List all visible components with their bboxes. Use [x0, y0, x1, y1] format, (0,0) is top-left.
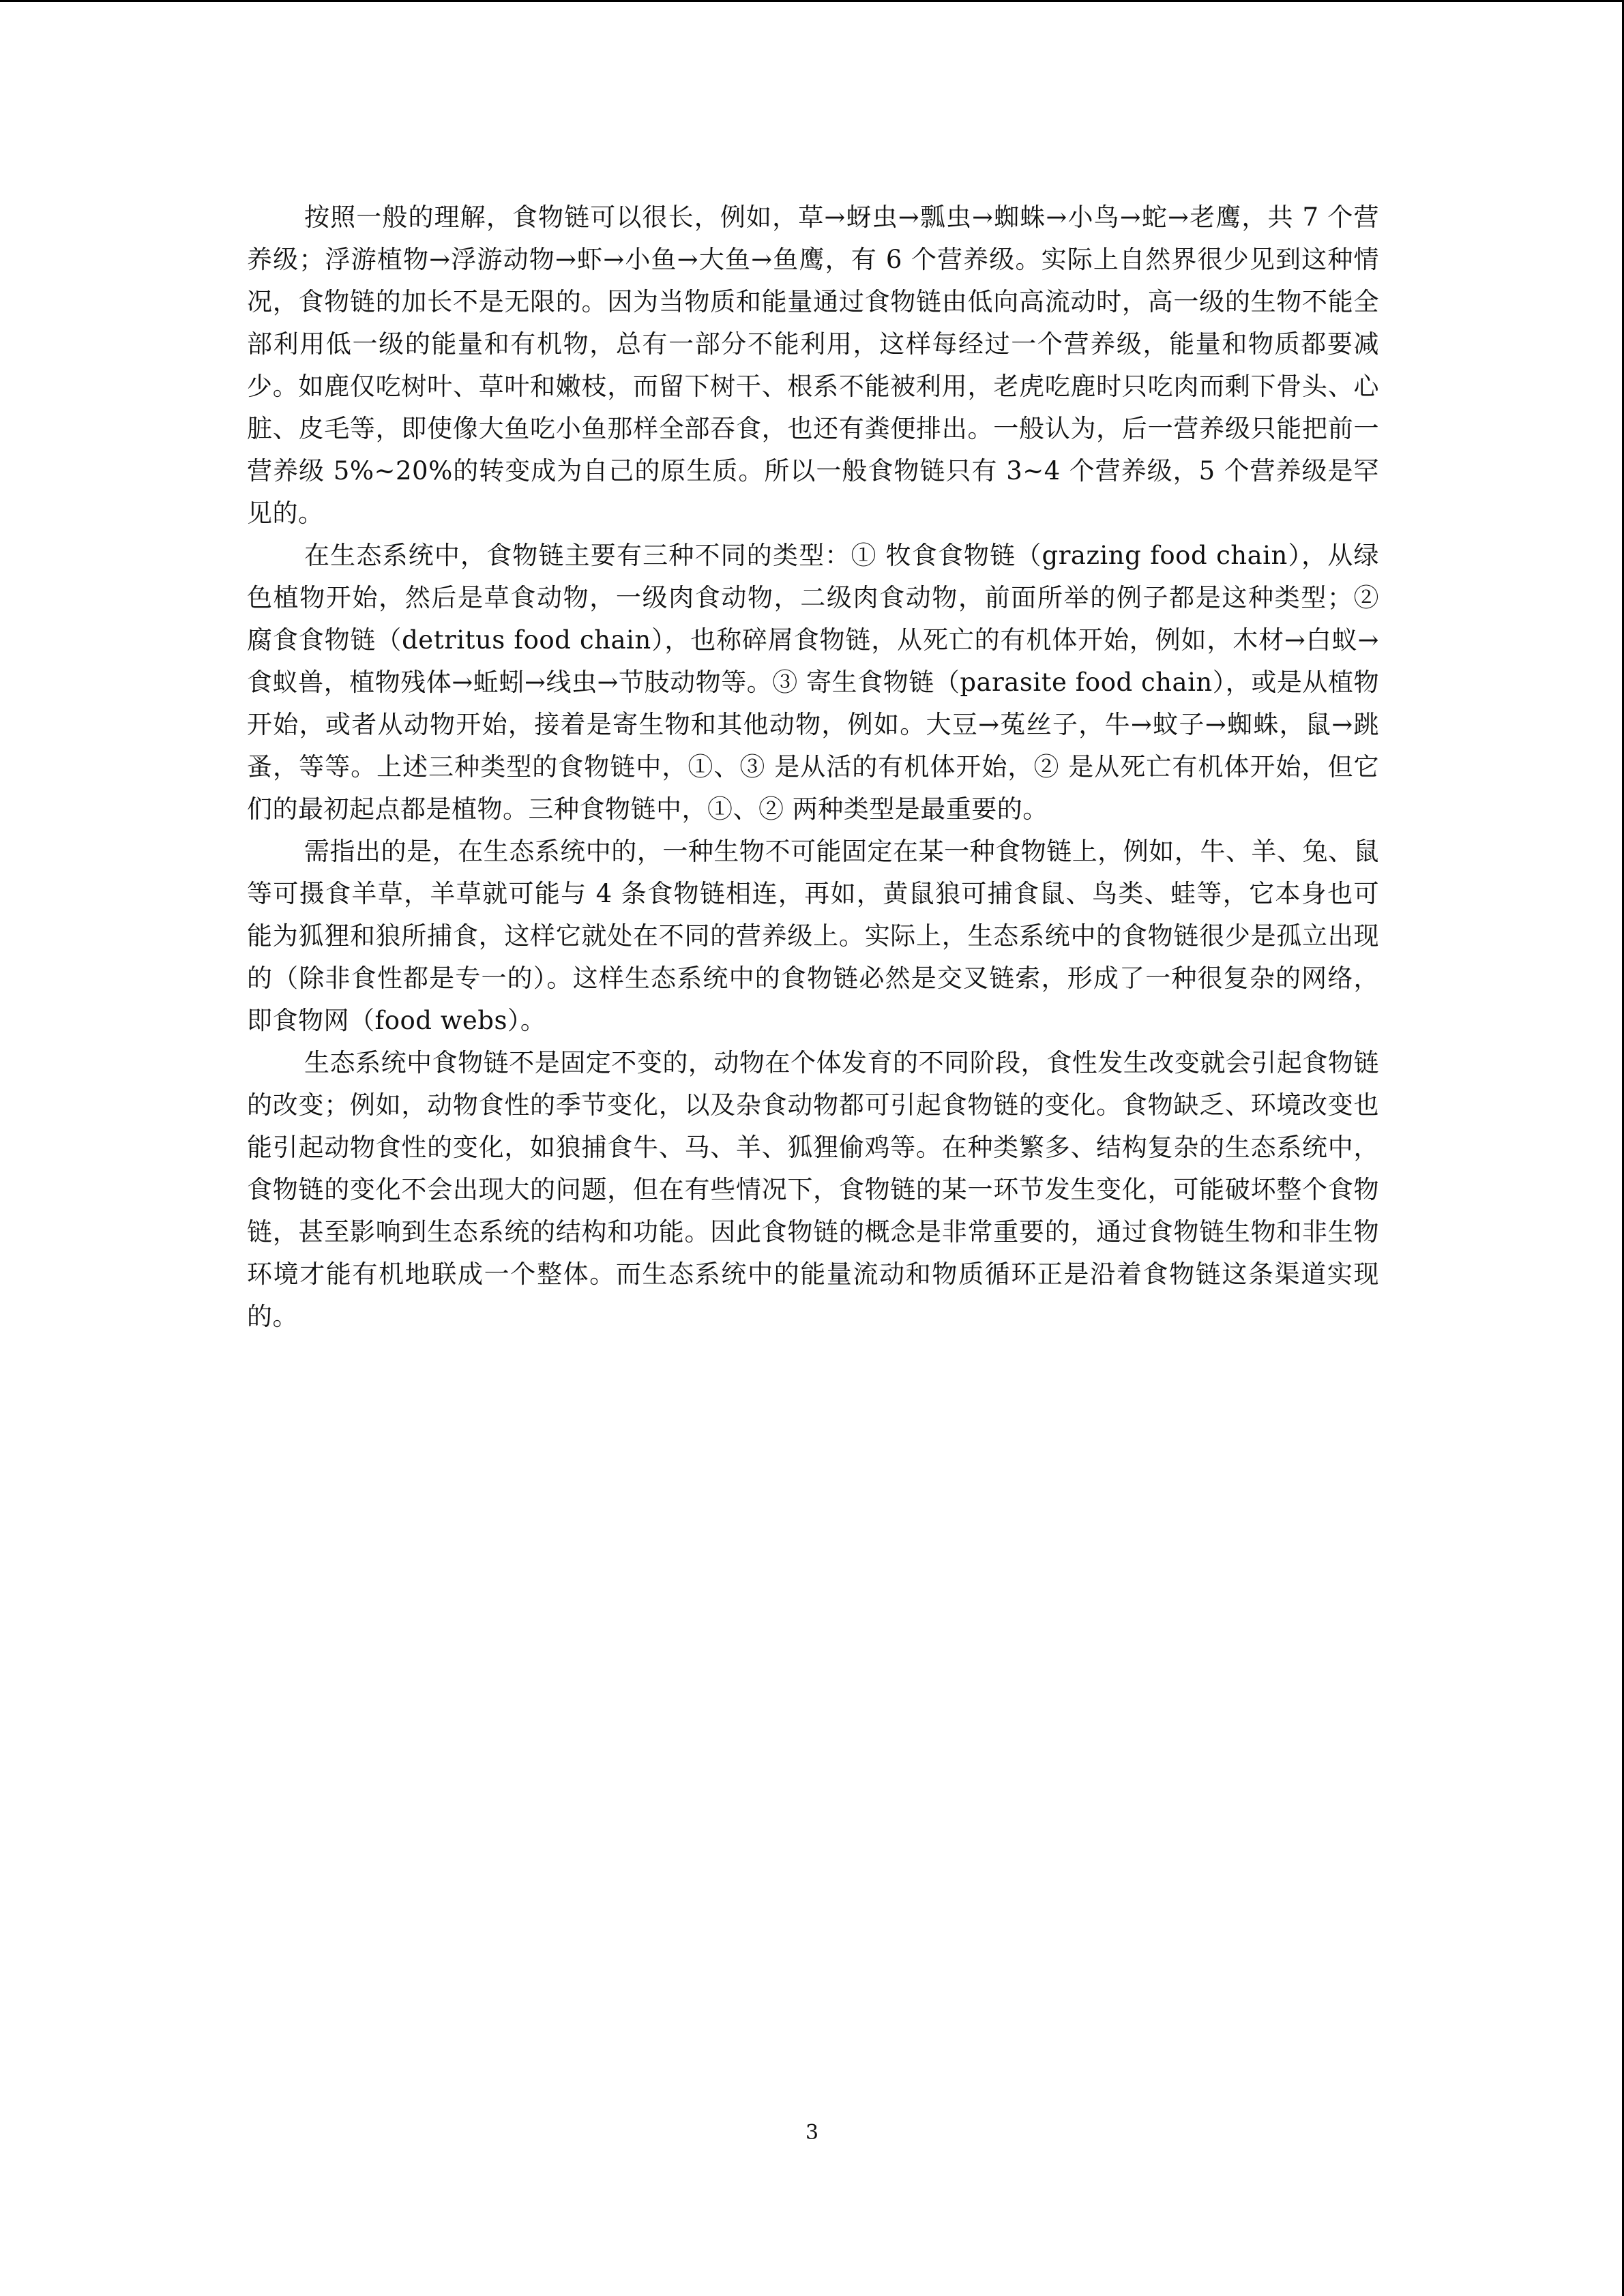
page-border-top — [0, 0, 1624, 2]
paragraph-food-chain-types: 在生态系统中，食物链主要有三种不同的类型：① 牧食食物链（grazing food chain），从绿色植物开始，然后是草食动物，一级肉食动物，二级肉食动物，前面所举的例子都是这种类型；② 腐食食物链（detritus food chain），也称碎屑食物链，从死亡的有机体开始，例如，木材→白蚁→食蚁兽，植物残体→蚯蚓→线虫→节肢动物等。③ 寄生食物链（parasite food chain），或是从植物开始，或者从动物开始，接着是寄生物和其他动物，例如。大豆→菟丝子，牛→蚊子→蜘蛛，鼠→跳蚤，等等。上述三种类型的食物链中，①、③ 是从活的有机体开始，② 是从死亡有机体开始，但它们的最初起点都是植物。三种食物链中，①、② 两种类型是最重要的。 — [247, 541, 1379, 824]
paragraph-food-chain-length: 按照一般的理解，食物链可以很长，例如，草→蚜虫→瓢虫→蜘蛛→小鸟→蛇→老鹰，共 7 个营养级；浮游植物→浮游动物→虾→小鱼→大鱼→鱼鹰，有 6 个营养级。实际上自然界很少见到这种情况，食物链的加长不是无限的。因为当物质和能量通过食物链由低向高流动时，高一级的生物不能全部利用低一级的能量和有机物，总有一部分不能利用，这样每经过一个营养级，能量和物质都要减少。如鹿仅吃树叶、草叶和嫩枝，而留下树干、根系不能被利用，老虎吃鹿时只吃肉而剩下骨头、心脏、皮毛等，即使像大鱼吃小鱼那样全部吞食，也还有粪便排出。一般认为，后一营养级只能把前一营养级 5%~20%的转变成为自己的原生质。所以一般食物链只有 3~4 个营养级，5 个营养级是罕见的。 — [247, 203, 1379, 528]
paragraph-food-chain-changes: 生态系统中食物链不是固定不变的，动物在个体发育的不同阶段，食性发生改变就会引起食物链的改变；例如，动物食性的季节变化，以及杂食动物都可引起食物链的变化。食物缺乏、环境改变也能引起动物食性的变化，如狼捕食牛、马、羊、狐狸偷鸡等。在种类繁多、结构复杂的生态系统中，食物链的变化不会出现大的问题，但在有些情况下，食物链的某一环节发生变化，可能破坏整个食物链，甚至影响到生态系统的结构和功能。因此食物链的概念是非常重要的，通过食物链生物和非生物环境才能有机地联成一个整体。而生态系统中的能量流动和物质循环正是沿着食物链这条渠道实现的。 — [247, 1048, 1379, 1331]
paragraph-food-web: 需指出的是，在生态系统中的，一种生物不可能固定在某一种食物链上，例如，牛、羊、兔、鼠等可摄食羊草，羊草就可能与 4 条食物链相连，再如，黄鼠狼可捕食鼠、鸟类、蛙等，它本身也可能为狐狸和狼所捕食，这样它就处在不同的营养级上。实际上，生态系统中的食物链很少是孤立出现的（除非食性都是专一的）。这样生态系统中的食物链必然是交叉链索，形成了一种很复杂的网络，即食物网（food webs）。 — [247, 837, 1379, 1035]
page-number: 3 — [805, 2121, 819, 2145]
document-body — [247, 196, 1379, 1338]
